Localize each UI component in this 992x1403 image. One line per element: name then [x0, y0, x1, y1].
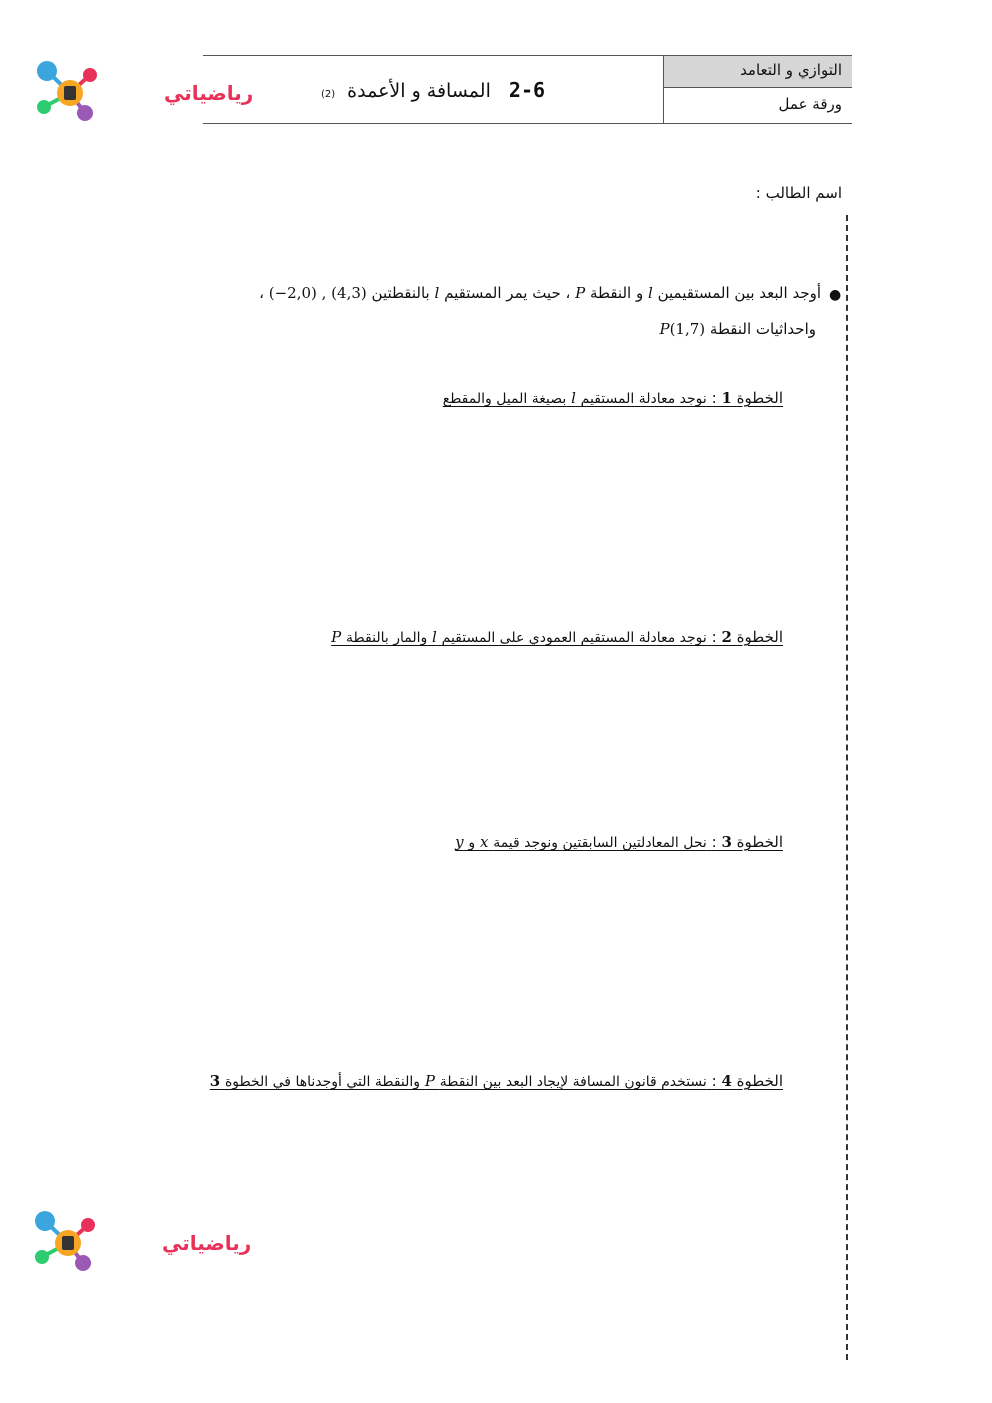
header-topic: التوازي و التعامد: [740, 61, 842, 79]
step-2: [331, 628, 783, 646]
logo-text: رياضياتي: [164, 81, 254, 105]
step-text: والمار بالنقطة: [346, 630, 428, 646]
problem-text: أوجد البعد بين المستقيمين: [657, 284, 821, 302]
math-var: l: [432, 628, 437, 646]
header-cell-divider: [664, 87, 852, 88]
logo-network-icon: [35, 1211, 95, 1271]
math-var: x: [479, 833, 489, 851]
math-var: l: [648, 284, 653, 302]
step-label: الخطوة: [736, 833, 783, 851]
header-kind: ورقة عمل: [778, 95, 842, 113]
math-var: l: [571, 389, 576, 407]
math-var: P: [575, 284, 586, 302]
header-bottom-border: [203, 123, 852, 124]
lesson-title: [203, 78, 663, 102]
logo-top: [30, 55, 254, 135]
math-coords: (1,7): [669, 320, 706, 338]
problem-text: واحداثيات النقطة: [709, 320, 816, 338]
logo-network-icon: [37, 61, 97, 121]
step-colon: :: [711, 628, 717, 646]
math-var: P: [424, 1072, 435, 1090]
step-label: الخطوة: [736, 1072, 783, 1090]
math-points: (−2,0) , (4,3): [268, 284, 367, 302]
step-text: نحل المعادلتين السابقتين ونوجد قيمة: [493, 835, 707, 851]
math-var: P: [331, 628, 342, 646]
logo-bottom: [28, 1205, 252, 1285]
problem-text: بالنقطتين: [371, 284, 430, 302]
lesson-number: 2-6: [508, 78, 546, 102]
step-text: نستخدم قانون المسافة لإيجاد البعد بين النقطة: [439, 1074, 707, 1090]
math-var: y: [455, 833, 464, 851]
step-number: 4: [721, 1072, 732, 1090]
bullet-icon: ●: [829, 287, 842, 303]
header-divider: [663, 55, 664, 123]
margin-dashed-line: [846, 215, 848, 1360]
step-text: نوجد معادلة المستقيم: [580, 391, 707, 407]
step-text: و: [468, 835, 476, 851]
step-3: [455, 833, 783, 851]
step-1: [443, 389, 783, 407]
student-name-label: اسم الطالب :: [755, 184, 842, 202]
problem-line-2: [659, 320, 816, 338]
problem-text: ،: [259, 284, 264, 302]
step-text: بصيغة الميل والمقطع: [442, 391, 567, 407]
step-label: الخطوة: [736, 389, 783, 407]
step-text: والنقطة التي أوجدناها في الخطوة: [224, 1074, 421, 1090]
step-colon: :: [711, 389, 717, 407]
problem-text: ، حيث يمر المستقيم: [444, 284, 571, 302]
lesson-part: (2): [320, 89, 336, 100]
step-colon: :: [711, 833, 717, 851]
step-colon: :: [711, 1072, 717, 1090]
math-var: l: [434, 284, 440, 302]
step-number: 2: [721, 628, 732, 646]
logo-text: رياضياتي: [162, 1231, 252, 1255]
step-ref-number: 3: [209, 1072, 221, 1090]
header-top-border: [203, 55, 852, 56]
math-var: P: [659, 320, 670, 338]
step-label: الخطوة: [736, 628, 783, 646]
step-4: [210, 1072, 783, 1090]
math-point-P: [659, 320, 705, 338]
lesson-title-text: المسافة و الأعمدة: [347, 80, 491, 102]
step-number: 1: [721, 389, 732, 407]
step-number: 3: [721, 833, 732, 851]
problem-text: و النقطة: [590, 284, 644, 302]
step-text: نوجد معادلة المستقيم العمودي على المستقيم: [441, 630, 707, 646]
problem-line-1: [259, 284, 821, 302]
